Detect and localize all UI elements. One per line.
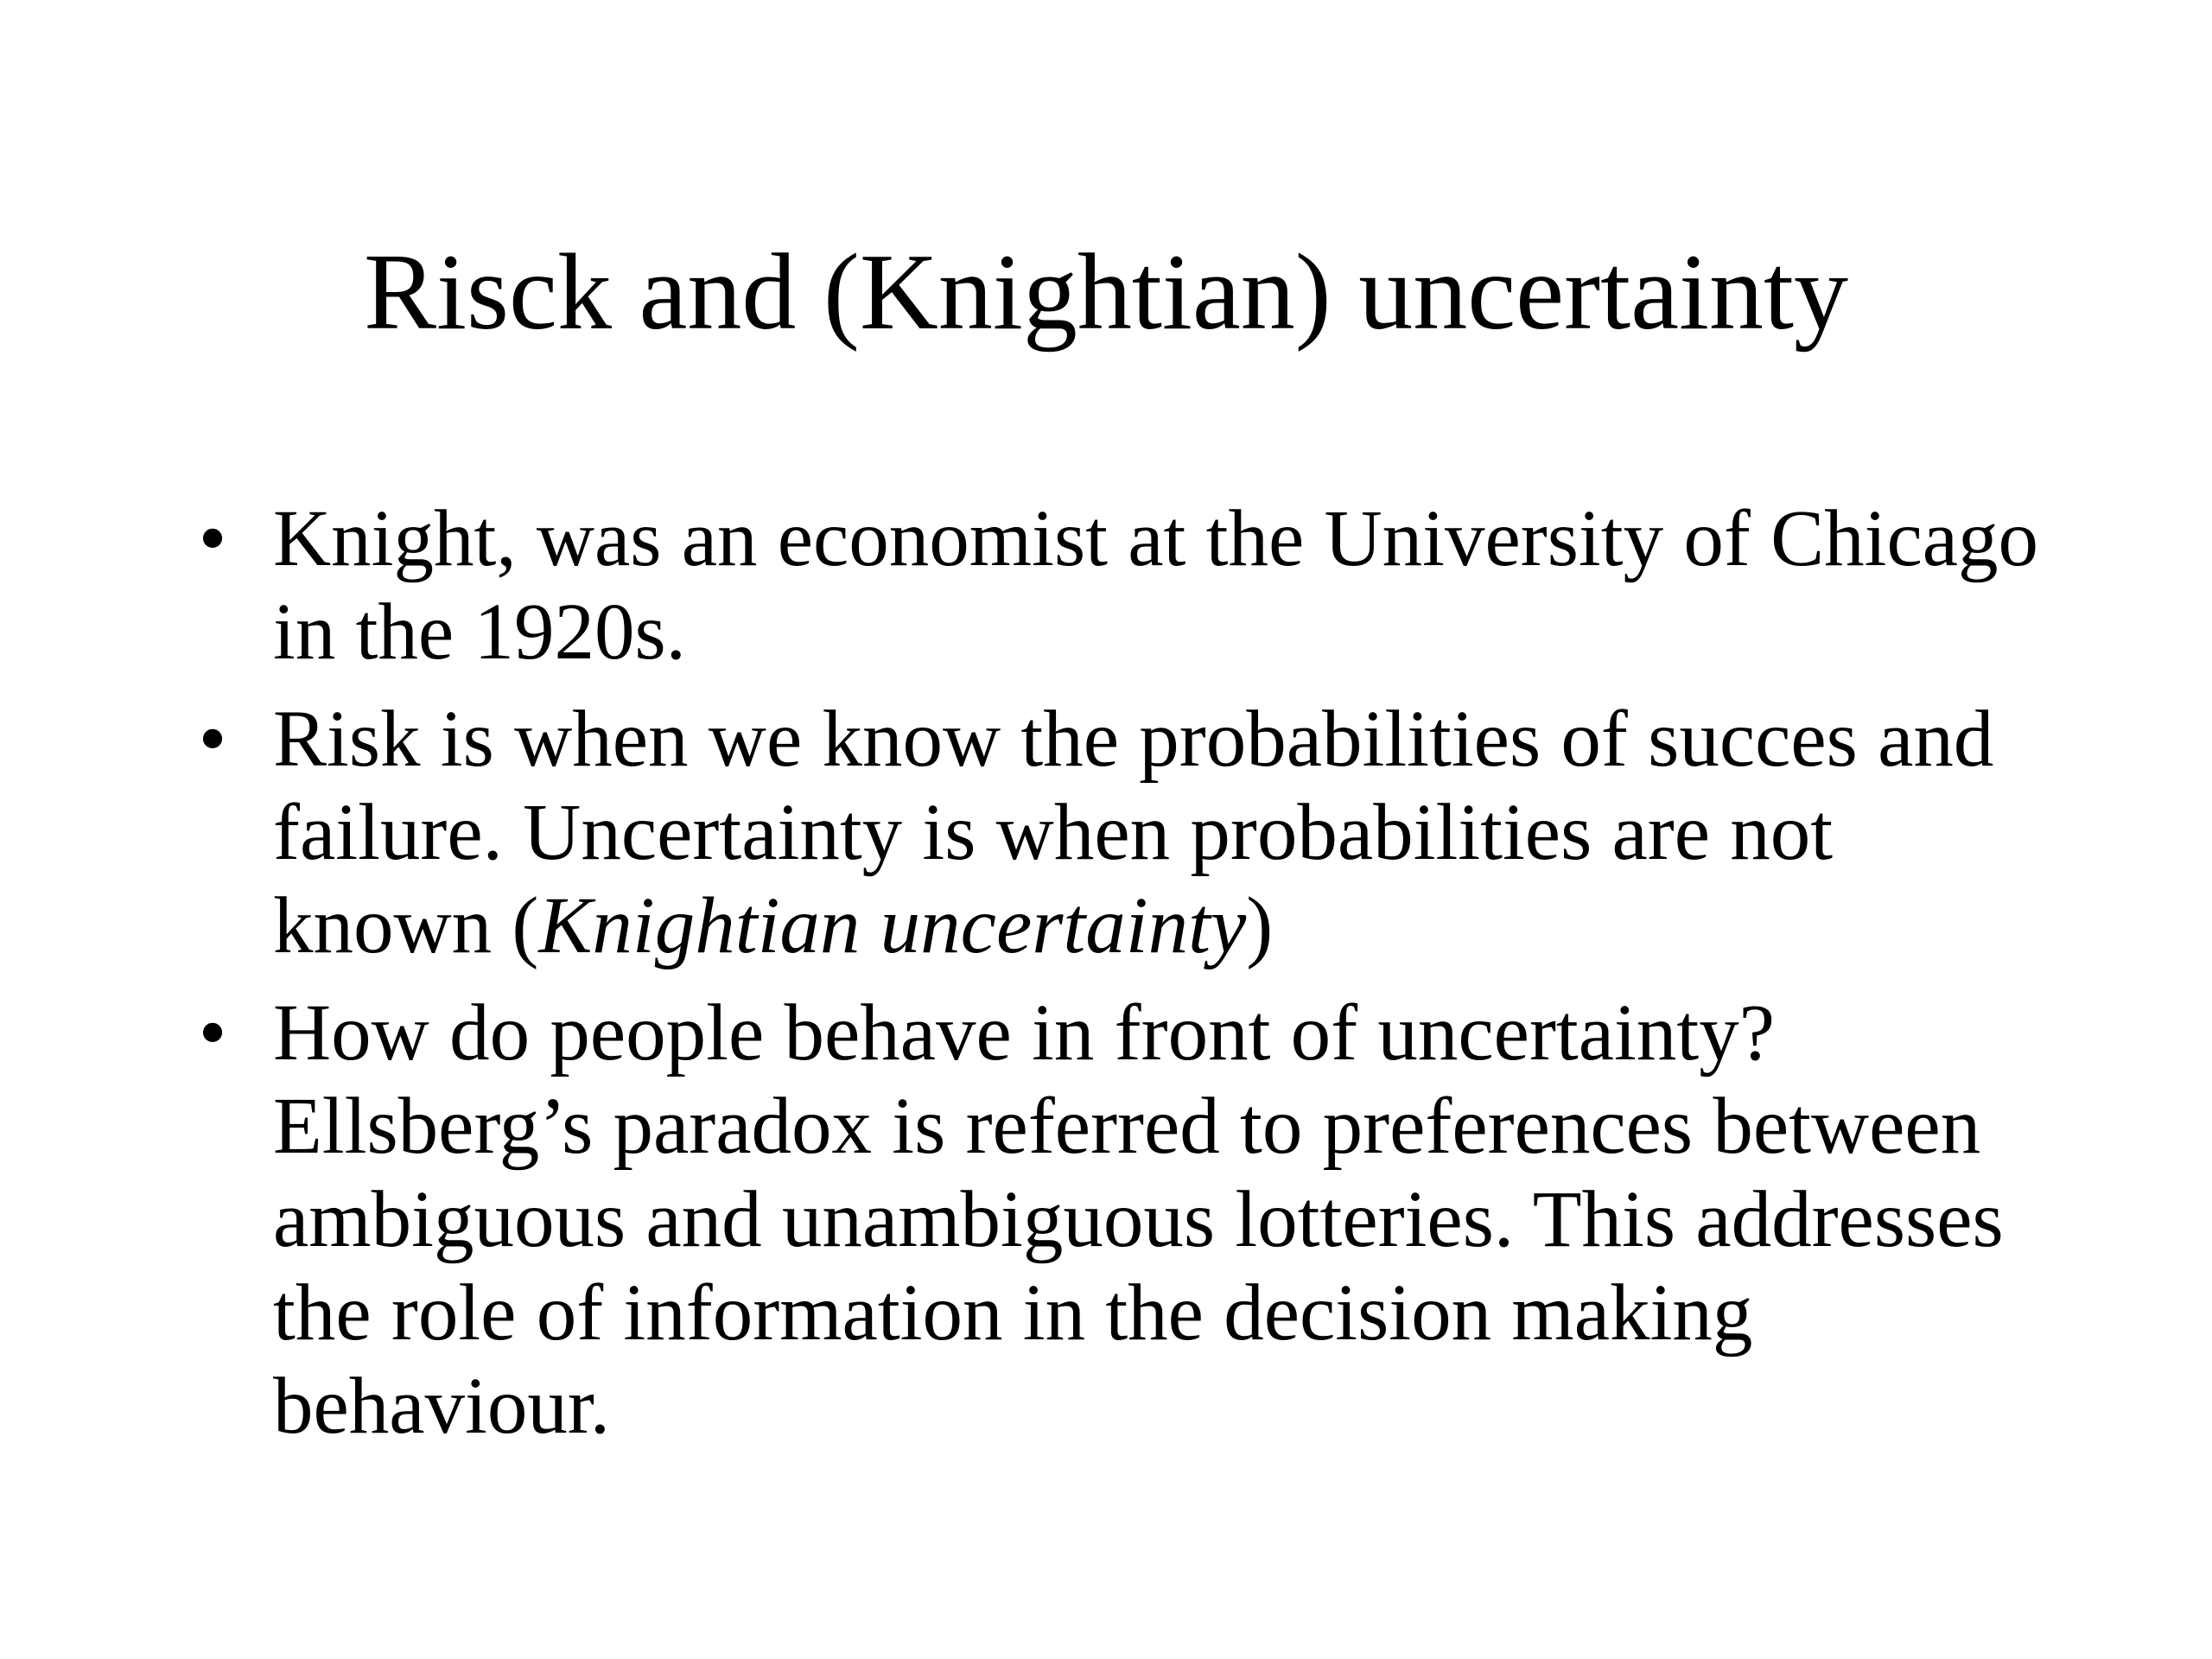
bullet-text-start: Risk is when we know the probabilities of succes and failure. Uncertainty is when probabilities are not known ( xyxy=(273,695,1994,970)
bullet-text xyxy=(273,695,1993,970)
bullet-marker: • xyxy=(198,695,227,784)
bullet-text-end: ) xyxy=(1246,881,1274,970)
bullet-item-risk xyxy=(198,693,2070,973)
bullet-text-italic: Knightian uncertainty xyxy=(538,881,1247,970)
bullet-list xyxy=(198,493,2070,1467)
slide-title: Risck and (Knightian) uncertainty xyxy=(363,232,1849,353)
bullet-marker: • xyxy=(198,494,227,583)
bullet-text: Knight, was an economist at the University of Chicago in the 1920s. xyxy=(273,494,2039,677)
bullet-text: How do people behave in front of uncertainty? Ellsberg’s paradox is referred to preferences between ambiguous and unambiguous lotteries. This addresses the role of information in the decision making behaviour. xyxy=(273,988,2004,1451)
bullet-marker: • xyxy=(198,988,227,1077)
bullet-item-ellsberg xyxy=(198,987,2070,1453)
bullet-item-knight xyxy=(198,493,2070,679)
